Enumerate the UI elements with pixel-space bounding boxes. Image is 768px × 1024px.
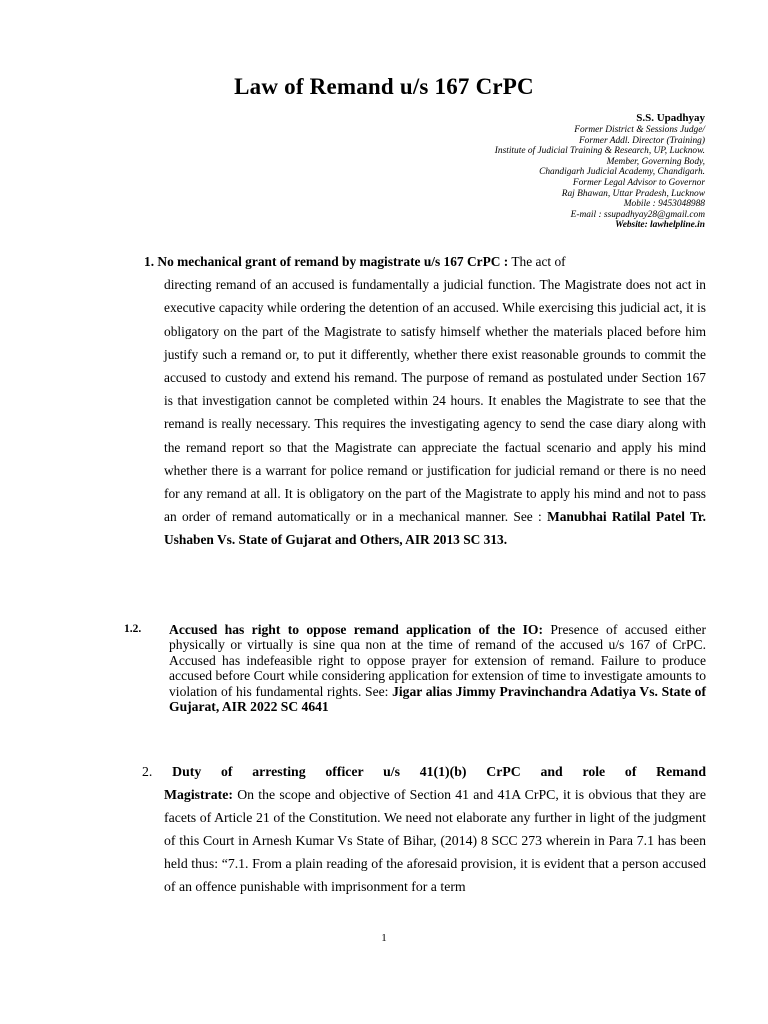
author-block xyxy=(495,112,705,231)
section-2-body xyxy=(142,783,706,898)
section-1-first-line xyxy=(144,250,706,273)
author-email: E-mail : ssupadhyay28@gmail.com xyxy=(570,209,705,220)
author-line: Chandigarh Judicial Academy, Chandigarh. xyxy=(539,167,705,178)
section-number: 2. xyxy=(142,764,153,779)
section-heading: No mechanical grant of remand by magistrate u/s 167 CrPC : xyxy=(157,254,509,269)
section-1-2-body xyxy=(124,622,706,714)
section-1 xyxy=(144,250,706,552)
section-2-first-line xyxy=(142,760,706,783)
author-website: Website: lawhelpline.in xyxy=(615,220,705,231)
section-1-2 xyxy=(124,622,706,714)
author-line: Former Legal Advisor to Governor xyxy=(572,177,705,188)
section-number: 1. xyxy=(144,254,155,269)
section-heading: Accused has right to oppose remand application of the IO: xyxy=(169,622,544,637)
section-1-body xyxy=(144,273,706,551)
author-line: Former District & Sessions Judge/ xyxy=(574,125,705,135)
author-name: S.S. Upadhyay xyxy=(636,112,705,124)
section-heading: Duty of arresting officer u/s 41(1)(b) CrPC and role of Remand xyxy=(172,764,706,779)
section-text: directing remand of an accused is fundamentally a judicial function. The Magistrate does not act in executive capacity while ordering the detention of an accused. While exercising this judicial act, it is obligatory on the part of the Magistrate to satisfy himself whether the materials placed before him justify such a remand or, to put it differently, whether there exist reasonable grounds to commit the accused to custody and extend his remand. The purpose of remand as postulated under Section 167 is that investigation cannot be completed within 24 hours. It enables the Magistrate to see that the remand is really necessary. This requires the investigating agency to send the case diary along with the remand report so that the Magistrate can appreciate the factual scenario and apply his mind whether there is a warrant for police remand or justification for judicial remand or there is no need for any remand at all. It is obligatory on the part of the Magistrate to apply his mind and not to pass an order of remand automatically or in a mechanical manner. See : xyxy=(164,277,706,525)
section-text: Presence of accused either physically or virtually is sine qua non at the time of remand of the accused u/s 167 of CrPC. Accused has indefeasible right to oppose prayer for extension of remand. Failure to produce accused before Court while considering application for extension of time to investigate amounts to violation of his fundamental rights. See: xyxy=(169,622,707,699)
case-citation: Manubhai Ratilal Patel Tr. Ushaben Vs. State of Gujarat and Others, AIR 2013 SC 313. xyxy=(164,509,706,548)
page-number: 1 xyxy=(381,932,387,944)
author-line: Institute of Judicial Training & Research, UP, Lucknow. xyxy=(494,146,705,157)
section-text: The act of xyxy=(511,254,566,269)
section-text: On the scope and objective of Section 41 and 41A CrPC, it is obvious that they are facets of Article 21 of the Constitution. We need not elaborate any further in light of the judgment of this Court in Arnesh Kumar Vs State of Bihar, (2014) 8 SCC 273 wherein in Para 7.1 has been held thus: “7.1. From a plain reading of the aforesaid provision, it is evident that a person accused of an offence punishable with imprisonment for a term xyxy=(164,787,706,894)
section-heading-cont: Magistrate: xyxy=(164,787,233,802)
section-2 xyxy=(142,760,706,898)
author-line: Mobile : 9453048988 xyxy=(623,199,705,210)
document-title: Law of Remand u/s 167 CrPC xyxy=(234,74,534,99)
author-line: Former Addl. Director (Training) xyxy=(578,135,705,146)
author-line: Member, Governing Body, xyxy=(606,156,705,167)
section-number: 1.2. xyxy=(124,623,142,635)
author-line: Raj Bhawan, Uttar Pradesh, Lucknow xyxy=(561,188,705,199)
case-citation: Jigar alias Jimmy Pravinchandra Adatiya Vs. State of Gujarat, AIR 2022 SC 4641 xyxy=(169,683,706,715)
